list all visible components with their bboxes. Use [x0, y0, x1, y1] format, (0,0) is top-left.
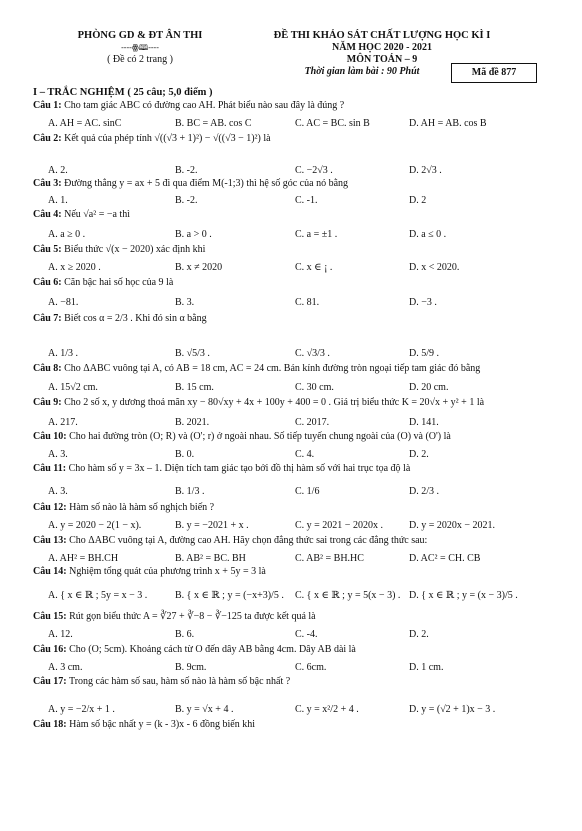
- answer-option-b[interactable]: B. { x ∈ ℝ ; y = (−x+3)/5 .: [175, 590, 284, 601]
- answer-option-c[interactable]: C. 30 cm.: [295, 382, 334, 393]
- header-ornament: ----ꙮ🕮----: [121, 43, 159, 52]
- answer-option-d[interactable]: D. 1 cm.: [409, 662, 444, 673]
- answer-options: [33, 449, 563, 463]
- answer-option-d[interactable]: D. 5/9 .: [409, 348, 439, 359]
- answer-option-c[interactable]: C. AB² = BH.HC: [295, 553, 364, 564]
- question-17: [33, 676, 563, 687]
- answer-option-a[interactable]: A. 3 cm.: [48, 662, 83, 673]
- answer-option-b[interactable]: B. 2021.: [175, 417, 210, 428]
- answer-option-d[interactable]: D. −3 .: [409, 297, 437, 308]
- question-text: Cho (O; 5cm). Khoảng cách từ O đến dây AB bằng 4cm. Dây AB dài là: [69, 644, 356, 655]
- answer-options: [33, 704, 563, 718]
- question-label: Câu 9:: [33, 397, 62, 408]
- answer-option-b[interactable]: B. √5/3 .: [175, 348, 210, 359]
- question-3: [33, 178, 563, 189]
- question-12: [33, 502, 563, 513]
- answer-options: [33, 348, 563, 362]
- answer-option-b[interactable]: B. x ≠ 2020: [175, 262, 223, 273]
- question-text: Biểu thức √(x − 2020) xác định khi: [64, 244, 206, 255]
- answer-options: [33, 520, 563, 534]
- question-text: Cho ΔABC vuông tại A, có AB = 18 cm, AC = 24 cm. Bán kính đường tròn ngoại tiếp tam giác đó bằng: [64, 363, 481, 374]
- question-text: Cho ΔABC vuông tại A, đường cao AH. Hãy chọn đẳng thức sai trong các đẳng thức sau:: [69, 535, 428, 546]
- answer-option-b[interactable]: B. 3.: [175, 297, 195, 308]
- answer-option-c[interactable]: C. x ∈ ¡ .: [295, 262, 333, 273]
- answer-option-c[interactable]: C. 1/6: [295, 486, 320, 497]
- answer-option-a[interactable]: A. y = −2/x + 1 .: [48, 704, 115, 715]
- answer-options: [33, 262, 563, 276]
- answer-option-d[interactable]: D. y = (√2 + 1)x − 3 .: [409, 704, 496, 715]
- question-label: Câu 12:: [33, 502, 67, 513]
- answer-option-d[interactable]: D. 2/3 .: [409, 486, 439, 497]
- answer-option-c[interactable]: C. y = 2021 − 2020x .: [295, 520, 383, 531]
- answer-option-a[interactable]: A. y = 2020 − 2(1 − x).: [48, 520, 142, 531]
- answer-options: [33, 229, 563, 243]
- answer-option-c[interactable]: C. −2√3 .: [295, 165, 333, 176]
- answer-option-c[interactable]: C. 4.: [295, 449, 315, 460]
- question-text: Biết cos α = 2/3 . Khi đó sin α bằng: [64, 313, 207, 324]
- answer-option-c[interactable]: C. 2017.: [295, 417, 330, 428]
- question-8: [33, 363, 563, 374]
- question-label: Câu 16:: [33, 644, 67, 655]
- question-label: Câu 6:: [33, 277, 62, 288]
- answer-options: [33, 297, 563, 311]
- answer-options: [33, 382, 563, 396]
- question-label: Câu 17:: [33, 676, 67, 687]
- question-text: Nghiệm tổng quát của phương trình x + 5y = 3 là: [69, 566, 266, 577]
- answer-option-b[interactable]: B. -2.: [175, 165, 198, 176]
- answer-options: [33, 629, 563, 643]
- answer-option-a[interactable]: A. x ≥ 2020 .: [48, 262, 101, 273]
- answer-option-d[interactable]: D. AH = AB. cos B: [409, 118, 487, 129]
- question-label: Câu 11:: [33, 463, 67, 474]
- question-label: Câu 13:: [33, 535, 67, 546]
- answer-option-a[interactable]: A. { x ∈ ℝ ; 5y = x − 3 .: [48, 590, 148, 601]
- question-text: Rút gọn biểu thức A = ∛27 + ∛−8 − ∛−125 ta được kết quả là: [69, 611, 316, 622]
- question-16: [33, 644, 563, 655]
- answer-options: [33, 195, 563, 209]
- exam-code-box: Mã đề 877: [451, 63, 537, 83]
- answer-option-b[interactable]: B. y = √x + 4 .: [175, 704, 234, 715]
- answer-option-c[interactable]: C. 81.: [295, 297, 320, 308]
- question-14: [33, 566, 563, 577]
- time-limit: Thời gian làm bài : 90 Phút: [304, 66, 420, 77]
- answer-options: [33, 118, 563, 132]
- answer-option-c[interactable]: C. { x ∈ ℝ ; y = 5(x − 3) .: [295, 590, 401, 601]
- school-year: NĂM HỌC 2020 - 2021: [332, 42, 432, 53]
- question-label: Câu 4:: [33, 209, 62, 220]
- answer-option-b[interactable]: B. 0.: [175, 449, 195, 460]
- question-label: Câu 8:: [33, 363, 62, 374]
- answer-option-a[interactable]: A. 1.: [48, 195, 68, 206]
- answer-option-a[interactable]: A. 3.: [48, 449, 68, 460]
- answer-option-c[interactable]: C. y = x²/2 + 4 .: [295, 704, 359, 715]
- question-10: [33, 431, 563, 442]
- answer-option-c[interactable]: C. a = ±1 .: [295, 229, 338, 240]
- question-label: Câu 15:: [33, 611, 67, 622]
- answer-options: [33, 553, 563, 567]
- question-text: Kết quả của phép tính √((√3 + 1)²) − √((√3 − 1)²) là: [64, 133, 271, 144]
- answer-option-d[interactable]: D. 141.: [409, 417, 439, 428]
- answer-option-b[interactable]: B. AB² = BC. BH: [175, 553, 246, 564]
- answer-option-c[interactable]: C. AC = BC. sin B: [295, 118, 370, 129]
- question-text: Trong các hàm số sau, hàm số nào là hàm số bậc nhất ?: [68, 676, 291, 687]
- answer-options: [33, 486, 563, 500]
- answer-option-b[interactable]: B. 6.: [175, 629, 195, 640]
- answer-option-a[interactable]: A. AH = AC. sinC: [48, 118, 122, 129]
- question-4: [33, 209, 563, 220]
- answer-option-c[interactable]: C. √3/3 .: [295, 348, 330, 359]
- answer-option-c[interactable]: C. -1.: [295, 195, 318, 206]
- question-label: Câu 14:: [33, 566, 67, 577]
- answer-option-b[interactable]: B. -2.: [175, 195, 198, 206]
- answer-option-a[interactable]: A. 12.: [48, 629, 73, 640]
- question-text: Căn bậc hai số học của 9 là: [64, 277, 174, 288]
- answer-option-a[interactable]: A. 15√2 cm.: [48, 382, 98, 393]
- page-count-note: ( Đề có 2 trang ): [107, 54, 173, 65]
- answer-option-a[interactable]: A. 1/3 .: [48, 348, 78, 359]
- question-text: Hàm số bậc nhất y = (k - 3)x - 6 đồng biến khi: [69, 719, 256, 730]
- answer-option-b[interactable]: B. y = −2021 + x .: [175, 520, 249, 531]
- answer-option-d[interactable]: D. AC² = CH. CB: [409, 553, 481, 564]
- answer-option-a[interactable]: A. 2.: [48, 165, 68, 176]
- question-15: [33, 611, 563, 622]
- answer-option-d[interactable]: D. a ≤ 0 .: [409, 229, 447, 240]
- question-label: Câu 18:: [33, 719, 67, 730]
- answer-option-a[interactable]: A. a ≥ 0 .: [48, 229, 86, 240]
- question-7: [33, 313, 563, 324]
- answer-option-d[interactable]: D. 2.: [409, 449, 429, 460]
- question-text: Nếu √a² = −a thì: [64, 209, 130, 220]
- question-13: [33, 535, 563, 546]
- section-title: I – TRẮC NGHIỆM ( 25 câu; 5,0 điểm ): [33, 87, 213, 98]
- answer-option-d[interactable]: D. 2: [409, 195, 427, 206]
- question-2: [33, 133, 563, 144]
- answer-option-a[interactable]: A. 217.: [48, 417, 78, 428]
- answer-option-d[interactable]: D. x < 2020.: [409, 262, 460, 273]
- question-text: Cho 2 số x, y dương thoả mãn xy − 80√xy + 4x + 100y + 400 = 0 . Giá trị biểu thức K = 20√x + y² + 1 là: [64, 397, 485, 408]
- subject: MÔN TOÁN – 9: [346, 54, 418, 65]
- answer-options: [33, 590, 563, 604]
- answer-option-d[interactable]: D. 20 cm.: [409, 382, 449, 393]
- answer-option-a[interactable]: A. AH² = BH.CH: [48, 553, 119, 564]
- question-9: [33, 397, 563, 408]
- question-5: [33, 244, 563, 255]
- question-label: Câu 2:: [33, 133, 62, 144]
- question-1: [33, 100, 563, 111]
- answer-option-d[interactable]: D. y = 2020x − 2021.: [409, 520, 496, 531]
- question-label: Câu 1:: [33, 100, 62, 111]
- answer-option-d[interactable]: D. 2√3 .: [409, 165, 442, 176]
- answer-options: [33, 662, 563, 676]
- question-text: Cho hai đường tròn (O; R) và (O'; r) ở ngoài nhau. Số tiếp tuyến chung ngoài của (O) và (O') là: [69, 431, 451, 442]
- answer-options: [33, 165, 563, 179]
- answer-option-d[interactable]: D. { x ∈ ℝ ; y = (x − 3)/5 .: [409, 590, 518, 601]
- question-text: Cho hàm số y = 3x – 1. Diện tích tam giác tạo bởi đồ thị hàm số với hai trục tọa độ là: [68, 463, 411, 474]
- question-text: Đường thẳng y = ax + 5 đi qua điểm M(-1;3) thì hệ số góc của nó bằng: [64, 178, 349, 189]
- answer-option-b[interactable]: B. a > 0 .: [175, 229, 212, 240]
- question-label: Câu 7:: [33, 313, 62, 324]
- question-label: Câu 5:: [33, 244, 62, 255]
- question-label: Câu 3:: [33, 178, 62, 189]
- answer-option-b[interactable]: B. 15 cm.: [175, 382, 214, 393]
- school-name: PHÒNG GD & ĐT ÂN THI: [77, 30, 203, 41]
- question-text: Cho tam giác ABC có đường cao AH. Phát biểu nào sau đây là đúng ?: [64, 100, 345, 111]
- answer-option-b[interactable]: B. 9cm.: [175, 662, 207, 673]
- answer-option-b[interactable]: B. BC = AB. cos C: [175, 118, 252, 129]
- question-label: Câu 10:: [33, 431, 67, 442]
- answer-option-c[interactable]: C. -4.: [295, 629, 318, 640]
- answer-options: [33, 417, 563, 431]
- answer-option-d[interactable]: D. 2.: [409, 629, 429, 640]
- answer-option-a[interactable]: A. −81.: [48, 297, 79, 308]
- question-text: Hàm số nào là hàm số nghịch biến ?: [69, 502, 215, 513]
- exam-title: ĐỀ THI KHẢO SÁT CHẤT LƯỢNG HỌC KÌ I: [273, 30, 491, 41]
- question-11: [33, 463, 563, 474]
- answer-option-c[interactable]: C. 6cm.: [295, 662, 327, 673]
- question-18: [33, 719, 563, 730]
- answer-option-a[interactable]: A. 3.: [48, 486, 68, 497]
- answer-option-b[interactable]: B. 1/3 .: [175, 486, 205, 497]
- question-6: [33, 277, 563, 288]
